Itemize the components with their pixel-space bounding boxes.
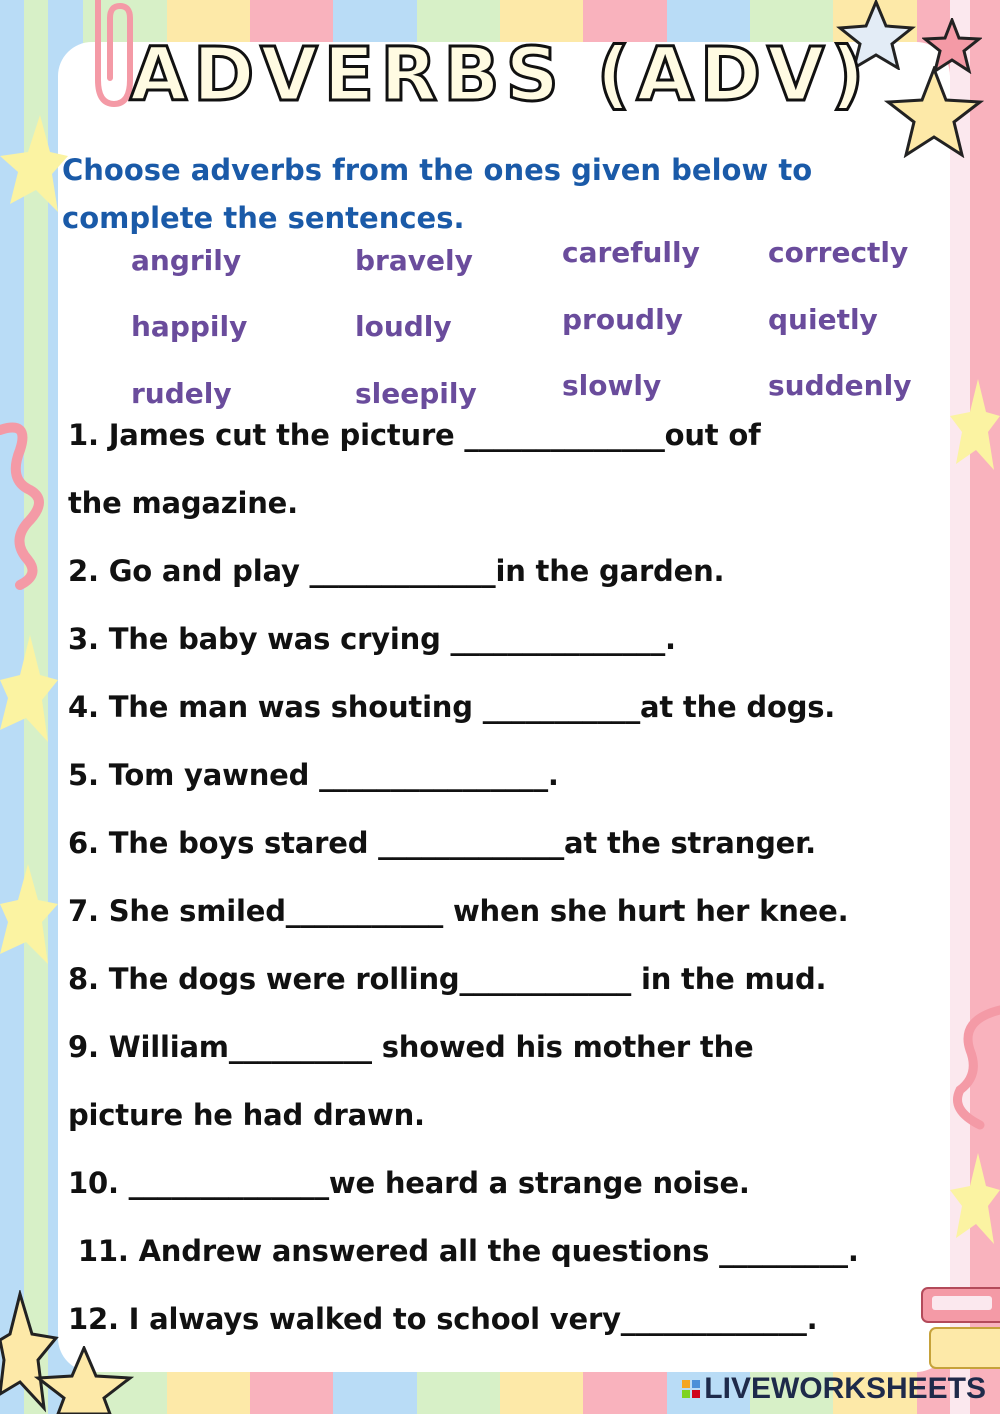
swirl-icon	[950, 1000, 1000, 1140]
star-icon	[34, 1346, 134, 1414]
exercise-sentence[interactable]: 2. Go and play _____________in the garden.	[68, 554, 725, 588]
exercise-sentence[interactable]: 1. James cut the picture ______________out of	[68, 418, 761, 452]
exercise-sentence[interactable]: 8. The dogs were rolling____________ in the mud.	[68, 962, 827, 996]
liveworksheets-logo-icon	[682, 1380, 700, 1398]
word-bank-item: bravely	[355, 244, 473, 277]
instructions-text: Choose adverbs from the ones given below to complete the sentences.	[62, 153, 813, 235]
exercise-sentence[interactable]: 11. Andrew answered all the questions _________.	[68, 1234, 859, 1268]
star-icon	[948, 1150, 1000, 1250]
exercise-sentence[interactable]: 5. Tom yawned ________________.	[68, 758, 559, 792]
star-icon	[0, 860, 60, 970]
liveworksheets-watermark[interactable]	[682, 1372, 986, 1406]
word-bank-item: slowly	[562, 369, 662, 402]
exercise-sentence[interactable]: 7. She smiled___________ when she hurt her knee.	[68, 894, 849, 928]
books-icon	[916, 1280, 1000, 1380]
exercise-sentence[interactable]: 3. The baby was crying _______________.	[68, 622, 676, 656]
exercise-sentence[interactable]: 4. The man was shouting ___________at the dogs.	[68, 690, 836, 724]
word-bank-item: correctly	[768, 236, 909, 269]
star-icon	[0, 630, 60, 750]
star-icon	[0, 112, 70, 222]
exercise-sentence: picture he had drawn.	[68, 1098, 425, 1132]
word-bank-item: angrily	[131, 244, 242, 277]
word-bank-item: quietly	[768, 303, 878, 336]
star-icon	[948, 376, 1000, 476]
exercise-sentence[interactable]: 6. The boys stared _____________at the stranger.	[68, 826, 816, 860]
exercise-sentence: the magazine.	[68, 486, 298, 520]
exercise-sentence[interactable]: 10. ______________we heard a strange noise.	[68, 1166, 750, 1200]
word-bank-item: proudly	[562, 303, 683, 336]
exercise-sentence[interactable]: 9. William__________ showed his mother the	[68, 1030, 754, 1064]
swirl-icon	[0, 410, 52, 590]
word-bank-item: happily	[131, 310, 248, 343]
word-bank-item: sleepily	[355, 377, 477, 410]
page-title: ADVERBS (ADV)	[129, 32, 871, 118]
word-bank-item: suddenly	[768, 369, 912, 402]
exercise-sentence[interactable]: 12. I always walked to school very_____________.	[68, 1302, 818, 1336]
word-bank-item: loudly	[355, 310, 452, 343]
word-bank-item: carefully	[562, 236, 700, 269]
word-bank-item: rudely	[131, 377, 232, 410]
watermark-text: LIVEWORKSHEETS	[704, 1372, 986, 1405]
